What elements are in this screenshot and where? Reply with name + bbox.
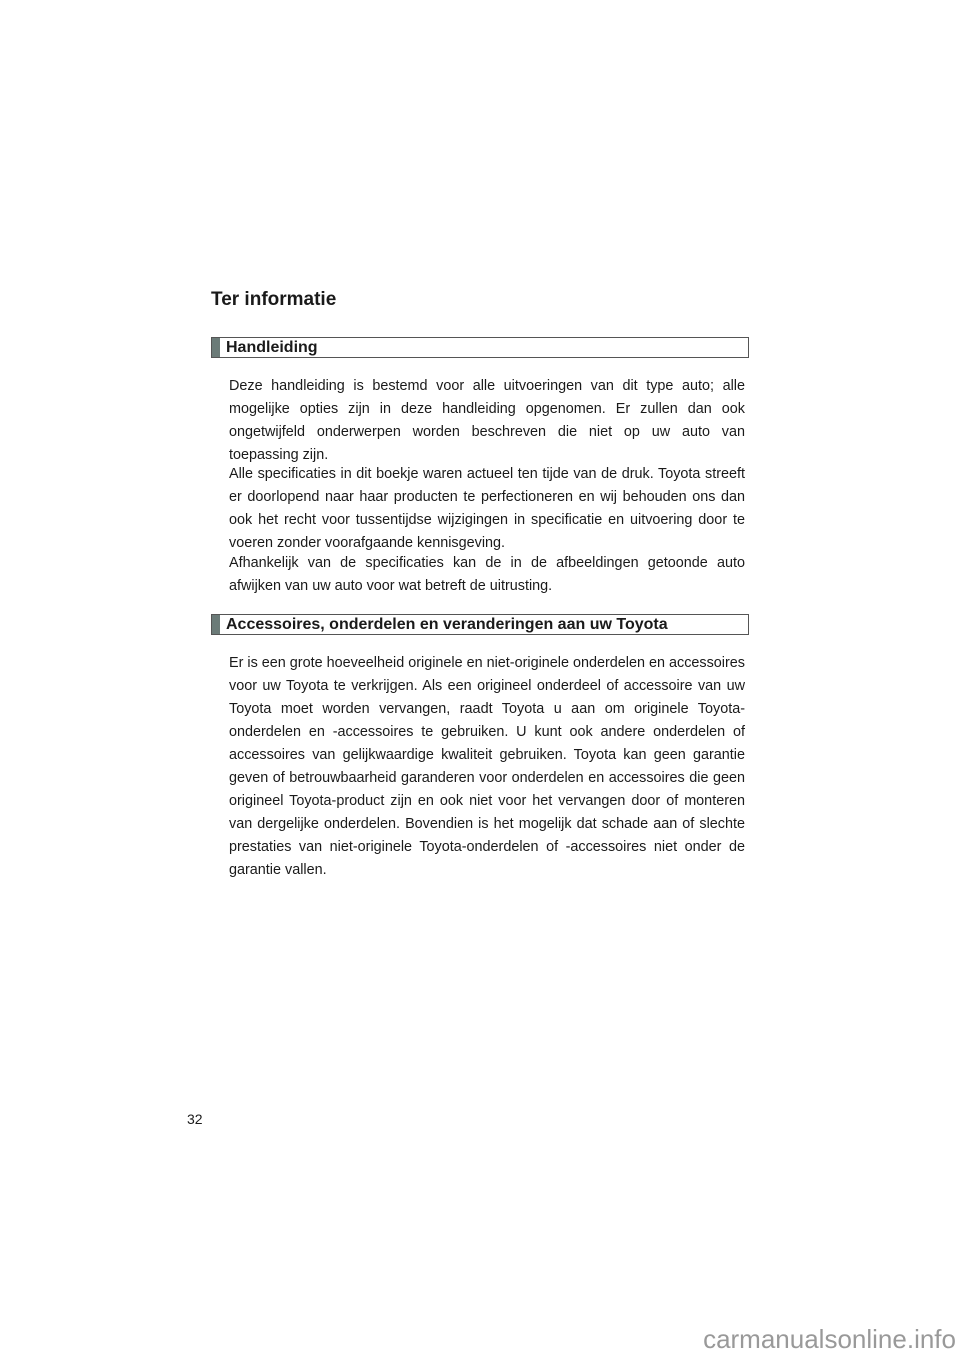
heading-bar-marker <box>212 338 220 357</box>
paragraph: Deze handleiding is bestemd voor alle uitvoeringen van dit type auto; alle mogelijke opties zijn in deze handleiding opgenomen. Er zullen dan ook ongetwijfeld onderwerpen worden beschreven die niet op uw auto van toepassing zijn. <box>229 378 745 463</box>
paragraph: Er is een grote hoeveelheid originele en niet-originele onderdelen en accessoires voor uw Toyota te verkrijgen. Als een origineel onderdeel of accessoire van uw Toyota moet worden vervangen, raadt Toyota u aan om originele Toyota-onderdelen en -accessoires te gebruiken. U kunt ook andere onderdelen of accessoires van gelijkwaardige kwaliteit gebruiken. Toyota kan geen garantie geven of betrouwbaarheid garanderen voor onderdelen en accessoires die geen origineel Toyota-product zijn en ook niet voor het vervangen door of monteren van dergelijke onderdelen. Bovendien is het mogelijk dat schade aan of slechte prestaties van niet-originele Toyota-onderdelen of -accessoires niet onder de garantie vallen. <box>229 655 745 878</box>
section-heading-label: Accessoires, onderdelen en veranderingen aan uw Toyota <box>226 616 668 633</box>
page-number: 32 <box>187 1111 203 1127</box>
watermark: carmanualsonline.info <box>703 1324 956 1354</box>
section-heading-accessoires <box>211 614 749 635</box>
page-title: Ter informatie <box>211 289 337 310</box>
paragraph: Alle specificaties in dit boekje waren actueel ten tijde van de druk. Toyota streeft er doorlopend naar haar producten te perfectioneren en wij behouden ons dan ook het recht voor tussentijdse wijzigingen in specificatie en uitvoering door te voeren zonder voorafgaande kennisgeving. <box>229 466 745 551</box>
section-heading-handleiding <box>211 337 749 358</box>
paragraph: Afhankelijk van de specificaties kan de in de afbeeldingen getoonde auto afwijken van uw auto voor wat betreft de uitrusting. <box>229 555 745 594</box>
section-heading-label: Handleiding <box>226 339 318 356</box>
heading-bar-marker <box>212 615 220 634</box>
